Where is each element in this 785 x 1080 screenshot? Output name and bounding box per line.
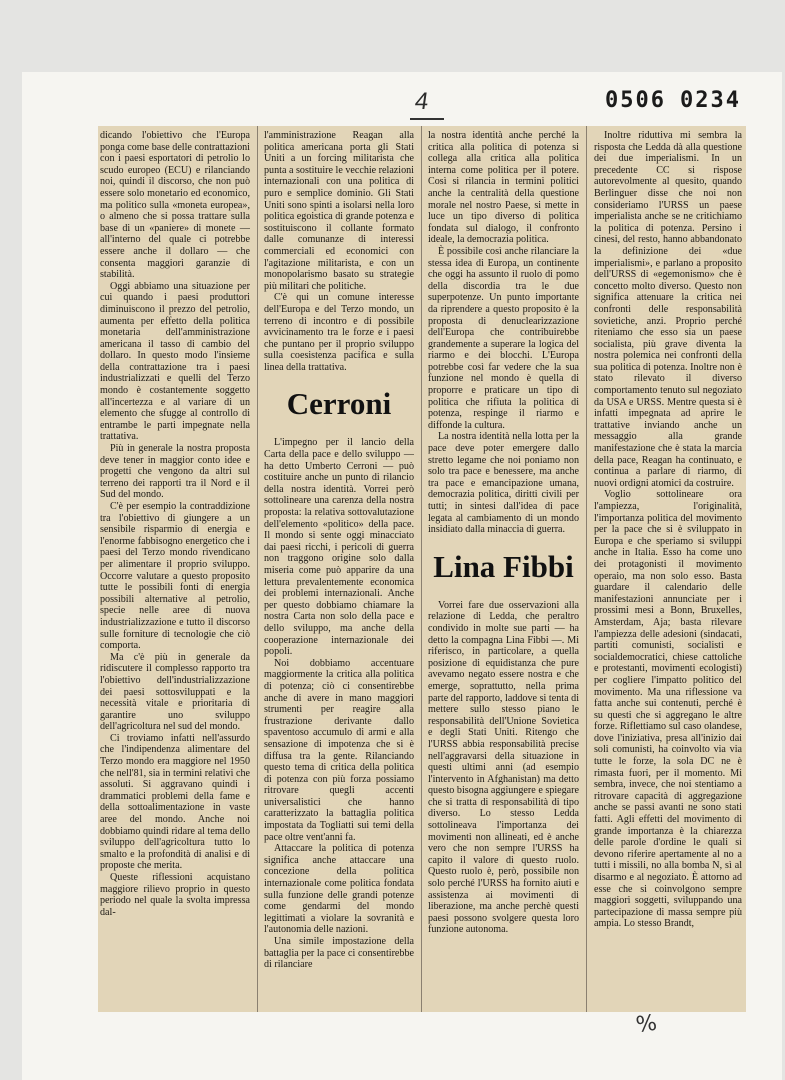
- paragraph: Ma c'è più in generale da ridiscutere il complesso rapporto tra l'obiettivo dell'industrializzazione dei paesi sottosviluppati e la necessità vitale e prioritaria di garantire uno sviluppo dell'agricoltura nel sud del mondo.: [100, 651, 250, 733]
- column-3: [428, 130, 579, 1006]
- headline-lina-fibbi: Lina Fibbi: [433, 548, 574, 584]
- paragraph: C'è qui un comune interesse dell'Europa e del Terzo mondo, un terreno di incontro e di possibile avvicinamento tra le forze e i paesi che puntano per il proprio sviluppo sulla coesistenza pacifica e sulla linea della trattativa.: [264, 292, 414, 373]
- paragraph: l'amministrazione Reagan alla politica americana porta gli Stati Uniti a un forcing militarista che punta a sostituire le vecchie relazioni internazionali con una politica di puro e semplice dominio. Gli Stati Uniti sono spinti a isolarsi nella loro politica egoistica di grande potenza e sostituiscono il collante formato dalle comunanze di interessi commerciali ed economici con l'agitazione militarista, e con un monopolarismo basato su strategie più militari che politiche.: [264, 130, 414, 292]
- headline-cerroni: Cerroni: [286, 386, 392, 422]
- column-rule: [586, 126, 587, 1012]
- column-2: [264, 130, 414, 1006]
- column-4: [594, 130, 742, 1006]
- page-number-underline: [410, 118, 444, 120]
- paragraph: Una simile impostazione della battaglia per la pace ci consentirebbe di rilanciare: [264, 936, 414, 971]
- stamp-code-b: 0234: [679, 88, 741, 113]
- paragraph: Noi dobbiamo accentuare maggiormente la critica alla politica di potenza; ciò ci consentirebbe anche di avere in mano maggiori strumenti per reagire alla frustrazione derivante dallo spaventoso accumulo di armi e alla sensazione di impotenza che si è diffusa tra la gente. Rilanciando questo tema di critica della politica di potenza con più forza possiamo ritrovare quegli accenti universalistici che hanno caratterizzato la battaglia politica impostata da Togliatti sui temi della pace oltre vent'anni fa.: [264, 657, 414, 843]
- page-number: 4: [413, 88, 431, 115]
- paragraph: Inoltre riduttiva mi sembra la risposta che Ledda dà alla questione dei due imperialismi. In un precedente CC si rispose autorevolmente al quesito, quando Berlinguer disse che noi non consideriamo l'URSS un paese imperialista anche se ne critichiamo la politica di potenza. Persino i cinesi, del resto, hanno abbandonato la definizione dei «due imperialismi», e parlano a proposito dell'URSS di «egemonismo» che è concetto molto diverso. Questo non significa attenuare la critica nei confronti delle responsabilità sovietiche, anzi. Proprio perché riteniamo che esso sia un paese socialista, più grave diventa la nostra polemica nei confronti della sua politica di potenza. Inoltre non è stato rilevato il diverso comportamento tenuto sul negoziato da USA e URSS. Mentre questa si è infatti impegnata ad aprire le trattative inviando anche un messaggio alla grande manifestazione che è stata la marcia della pace, Reagan ha continuato, e continua a parlare di riarmo, di nuovi ordigni atomici da costruire.: [594, 130, 742, 489]
- paragraph: Attaccare la politica di potenza significa anche attaccare una concezione della politica internazionale come politica fondata sulla funzione delle grandi potenze come gendarmi del mondo legittimati a violare la sovranità e l'autonomia delle nazioni.: [264, 843, 414, 936]
- paragraph: La nostra identità nella lotta per la pace deve poter emergere dallo stretto legame che noi poniamo non solo tra pace e benessere, ma anche tra pace e emancipazione umana, democrazia politica, diritti civili per tutti; in sintesi dall'idea di pace legata al cambiamento di un mondo insidiato dalla minaccia di guerra.: [428, 431, 579, 536]
- paragraph: È possibile così anche rilanciare la stessa idea di Europa, un continente che oggi ha assunto il ruolo di pomo della discordia tra le due superpotenze. Un punto importante da riprendere a questo proposito è la proposta di denuclearizzazione dell'Europa che contribuirebbe grandemente a superare la logica del riarmo e dei blocchi. L'Europa potrebbe così far vedere che la sua funzione nel mondo è quella di proporre e praticare un tipo di politica che rifiuta la politica di potenza, respinge il riarmo e diffonde la cultura.: [428, 245, 579, 431]
- stamp-code-a: 0506: [605, 88, 666, 113]
- paragraph: dicando l'obiettivo che l'Europa ponga come base delle contrattazioni con i paesi esportatori di petrolio lo scudo europeo (ECU) e rilanciando noi, quindi il discorso, che non può essere solo monetario ed economico, ma politico sulla «moneta europea», o almeno che si possa trattare sulla base di un «paniere» di monete — all'interno del quale ci potrebbe essere anche il dollaro — che consenta maggiori garanzie di stabilità.: [100, 130, 250, 281]
- handwritten-initials: %: [634, 1010, 659, 1039]
- paragraph: Ci troviamo infatti nell'assurdo che l'indipendenza alimentare del Terzo mondo era maggiore nel 1950 che nell'81, sia in termini relativi che assoluti. Si aggravano quindi i drammatici problemi della fame e della sottoalimentazione in vaste aree del mondo. Anche noi dobbiamo quindi ridare al tema dello sviluppo dell'agricoltura tutto lo smalto e la profondità di analisi e di proposte che merita.: [100, 732, 250, 872]
- paragraph: C'è per esempio la contraddizione tra l'obiettivo di giungere a un sensibile risparmio di energia e l'enorme fabbisogno energetico che i paesi del Terzo mondo rivendicano per alimentare il proprio sviluppo. Occorre valutare a questo proposito tutte le possibili fonti di energia possibili alternative al petrolio, specie nelle aree di nuova industrializzazione e tutto il discorso sulle forniture di tecnologie che ciò comporta.: [100, 501, 250, 652]
- paragraph: Vorrei fare due osservazioni alla relazione di Ledda, che peraltro condivido in molte sue parti — ha detto la compagna Lina Fibbi —. Mi riferisco, in particolare, a quella posizione di equidistanza che pure avevamo negato essere nostra e che emerge, soprattutto, nella prima parte del rapporto, laddove si tenta di mettere sullo stesso piano le responsabilità dell'Unione Sovietica e degli Stati Uniti. Ritengo che l'URSS abbia responsabilità precise nell'aggravarsi della situazione in questi ultimi anni (ad esempio l'intervento in Afghanistan) ma detto questo bisogna aggiungere e spiegare che si tratta di responsabilità di tipo diverso. Lo stesso Ledda sottolineava l'importanza dei movimenti non allineati, ed è anche vero che non sempre l'URSS ha capito il valore di questo ruolo. Questo ruolo è, però, possibile non solo perché l'URSS ha fornito aiuti e assistenza ai movimenti di liberazione, ma anche perchè questi paesi possono svolgere questa loro funzione autonoma.: [428, 599, 579, 936]
- paragraph: L'impegno per il lancio della Carta della pace e dello sviluppo — ha detto Umberto Cerroni — può costituire anche un punto di rilancio della nostra identità. Vorrei però sottolineare una carenza della nostra proposta: la relativa sottovalutazione dell'elemento «politico» della pace. Il mondo si sente oggi minacciato dai paesi ricchi, i pericoli di guerra non traggono origine solo dalla miseria come può apparire da una lettura prevalentemente economica dei problemi internazionali. Anche per questo dobbiamo chiamare la nostra Carta non solo della pace e dello sviluppo, ma anche della cooperazione internazionale dei popoli.: [264, 437, 414, 658]
- paragraph: Voglio sottolineare ora l'ampiezza, l'originalità, l'importanza politica del movimento per la pace che si è sviluppato in Europa e che speriamo si sviluppi anche in Italia. Esso ha come uno dei protagonisti il movimento operaio, ma non solo esso. Basta guardare il calendario delle manifestazioni annunciate per i prossimi mesi a Bonn, Bruxelles, Amsterdam, Aja; basta rilevare l'ampiezza delle adesioni (sindacati, partiti comunisti, socialisti e socialdemocratici, chiese cattoliche e protestanti, movimenti ecologisti) per cogliere l'impatto politico del movimento. Ma una riflessione va fatta anche sui contenuti, perché è su questi che si aggregano le altre forze. Riflettiamo sul caso olandese, dove l'iniziativa, presa all'inizio dai soli comunisti, ha coinvolto via via tutte le forze, la sola DC ne è rimasta fuori, per il momento. Mi sembra, invece, che noi stentiamo a ritrovare capacità di aggregazione anche se passi avanti ne sono stati fatti. Agli effetti del movimento di grande importanza è la chiarezza delle parole d'ordine le quali si devono riferire apertamente al no a tutti i missili, no alla bomba N, sì al disarmo e al negoziato. È attorno ad esse che si coinvolgono sempre maggiori soggetti, sviluppando una partecipazione di massa sempre più ampia. Lo stesso Brandt,: [594, 489, 742, 930]
- column-rule: [421, 126, 422, 1012]
- newspaper-clipping: [98, 126, 746, 1012]
- column-1: [100, 130, 250, 1006]
- paragraph: Queste riflessioni acquistano maggiore rilievo proprio in questo periodo nel quale la svolta impressa dal-: [100, 872, 250, 918]
- column-rule: [257, 126, 258, 1012]
- paragraph: la nostra identità anche perché la critica alla politica di potenza si collega alla critica alla politica interna come politica per il potere. Così si rilancia in termini politici anche la centralità della questione morale nel nostro Paese, si mette in luce un tipo diverso di politica fondata sul dialogo, il confronto ideale, la democrazia politica.: [428, 130, 579, 246]
- archive-stamp: [605, 88, 741, 113]
- paragraph: Più in generale la nostra proposta deve tener in maggior conto idee e progetti che vengono da altri sul terreno dei rapporti tra il Nord e il Sud del mondo.: [100, 443, 250, 501]
- paragraph: Oggi abbiamo una situazione per cui quando i paesi produttori diminuiscono il prezzo del petrolio, aumenta per effetto della politica monetaria dell'amministrazione americana il tasso di cambio del dollaro. In questo modo l'insieme della contrattazione tra i paesi industrializzati e quelli del Terzo mondo è costantemente soggetto all'incertezza e al variare di un elemento che sfugge al controllo di entrambe le parti impegnate nella trattativa.: [100, 280, 250, 443]
